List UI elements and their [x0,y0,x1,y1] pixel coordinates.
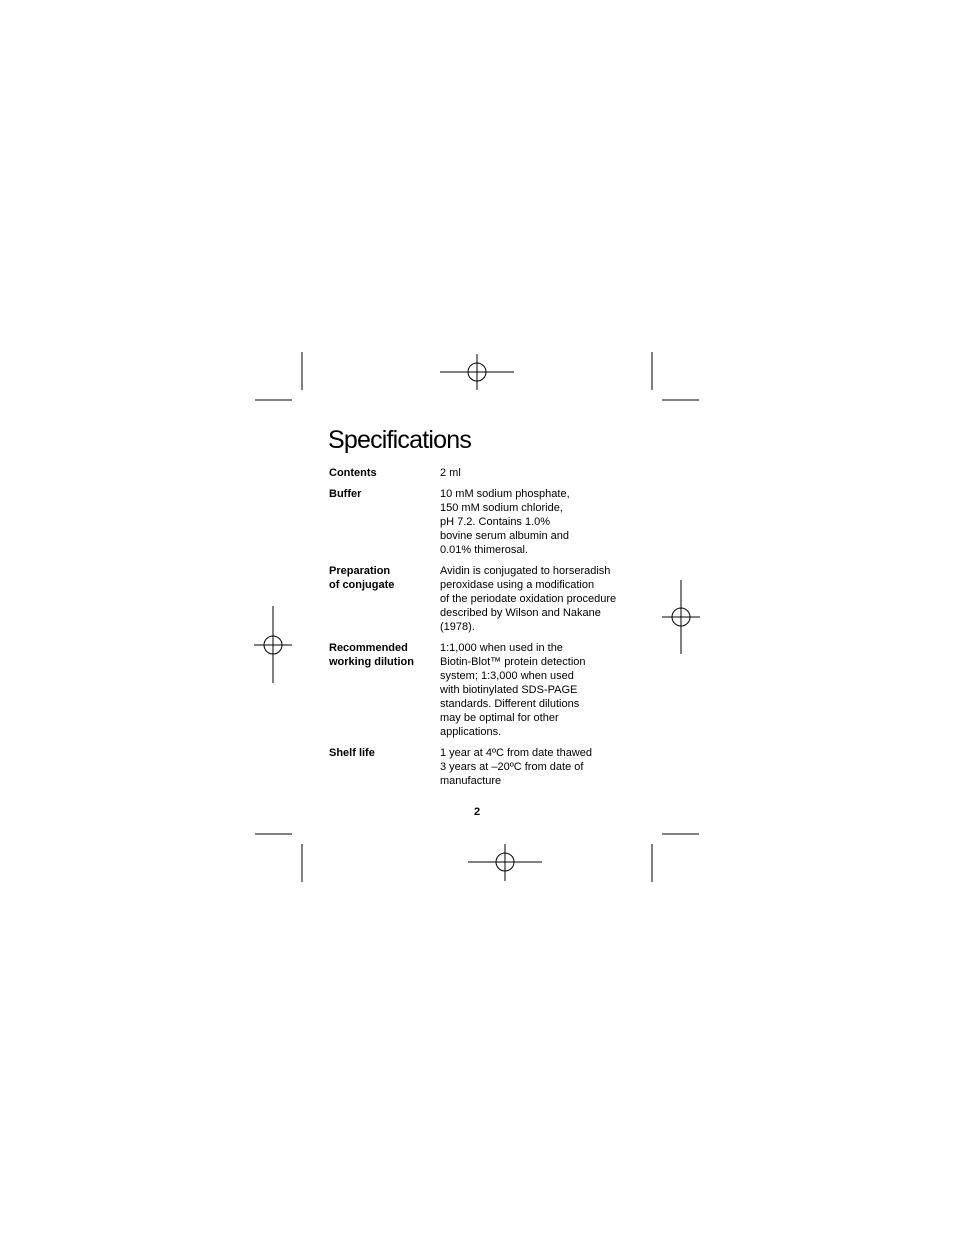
spec-value-line: manufacture [440,775,502,787]
spec-row-preparation [329,564,629,634]
spec-label [329,746,440,788]
spec-value-line: system; 1:3,000 when used [440,670,574,682]
spec-label [329,564,440,634]
spec-value-line: 2 ml [440,467,461,479]
spec-row-buffer [329,487,629,557]
registration-mark-bottom-icon [468,844,542,881]
spec-value-line: 3 years at –20ºC from date of [440,761,584,773]
registration-mark-right-icon [662,580,700,654]
spec-value-line: with biotinylated SDS-PAGE [440,684,578,696]
spec-row-shelf-life [329,746,629,788]
spec-value-line: (1978). [440,621,475,633]
spec-row-contents [329,466,629,480]
spec-value-line: Avidin is conjugated to horseradish [440,565,611,577]
spec-label-line: working dilution [329,656,414,668]
spec-value [440,641,629,739]
spec-label-line: Shelf life [329,747,375,759]
spec-label-line: Preparation [329,565,391,577]
spec-value-line: Biotin-Blot™ protein detection [440,656,586,668]
spec-label-line: Recommended [329,642,408,654]
spec-value-line: of the periodate oxidation procedure [440,593,617,605]
spec-value-line: 1:1,000 when used in the [440,642,563,654]
spec-value-line: applications. [440,726,502,738]
spec-value-line: 10 mM sodium phosphate, [440,488,570,500]
registration-mark-top-icon [440,354,514,390]
spec-value-line: pH 7.2. Contains 1.0% [440,516,551,528]
spec-label [329,466,440,480]
spec-label-line: of conjugate [329,579,395,591]
spec-value-line: 150 mM sodium chloride, [440,502,563,514]
spec-label-line: Contents [329,467,377,479]
spec-value-line: bovine serum albumin and [440,530,570,542]
specifications-list [329,466,629,795]
spec-value [440,564,629,634]
spec-value [440,466,629,480]
spec-label [329,641,440,739]
spec-value-line: described by Wilson and Nakane [440,607,601,619]
page-number: 2 [473,806,481,818]
spec-value-line: 0.01% thimerosal. [440,544,529,556]
spec-row-dilution [329,641,629,739]
spec-label [329,487,440,557]
spec-value [440,487,629,557]
spec-value-line: 1 year at 4ºC from date thawed [440,747,592,759]
spec-label-line: Buffer [329,488,362,500]
spec-value-line: peroxidase using a modification [440,579,595,591]
registration-mark-left-icon [254,606,292,683]
spec-value-line: standards. Different dilutions [440,698,580,710]
spec-value-line: may be optimal for other [440,712,559,724]
page-title: Specifications [328,426,472,454]
spec-value [440,746,629,788]
